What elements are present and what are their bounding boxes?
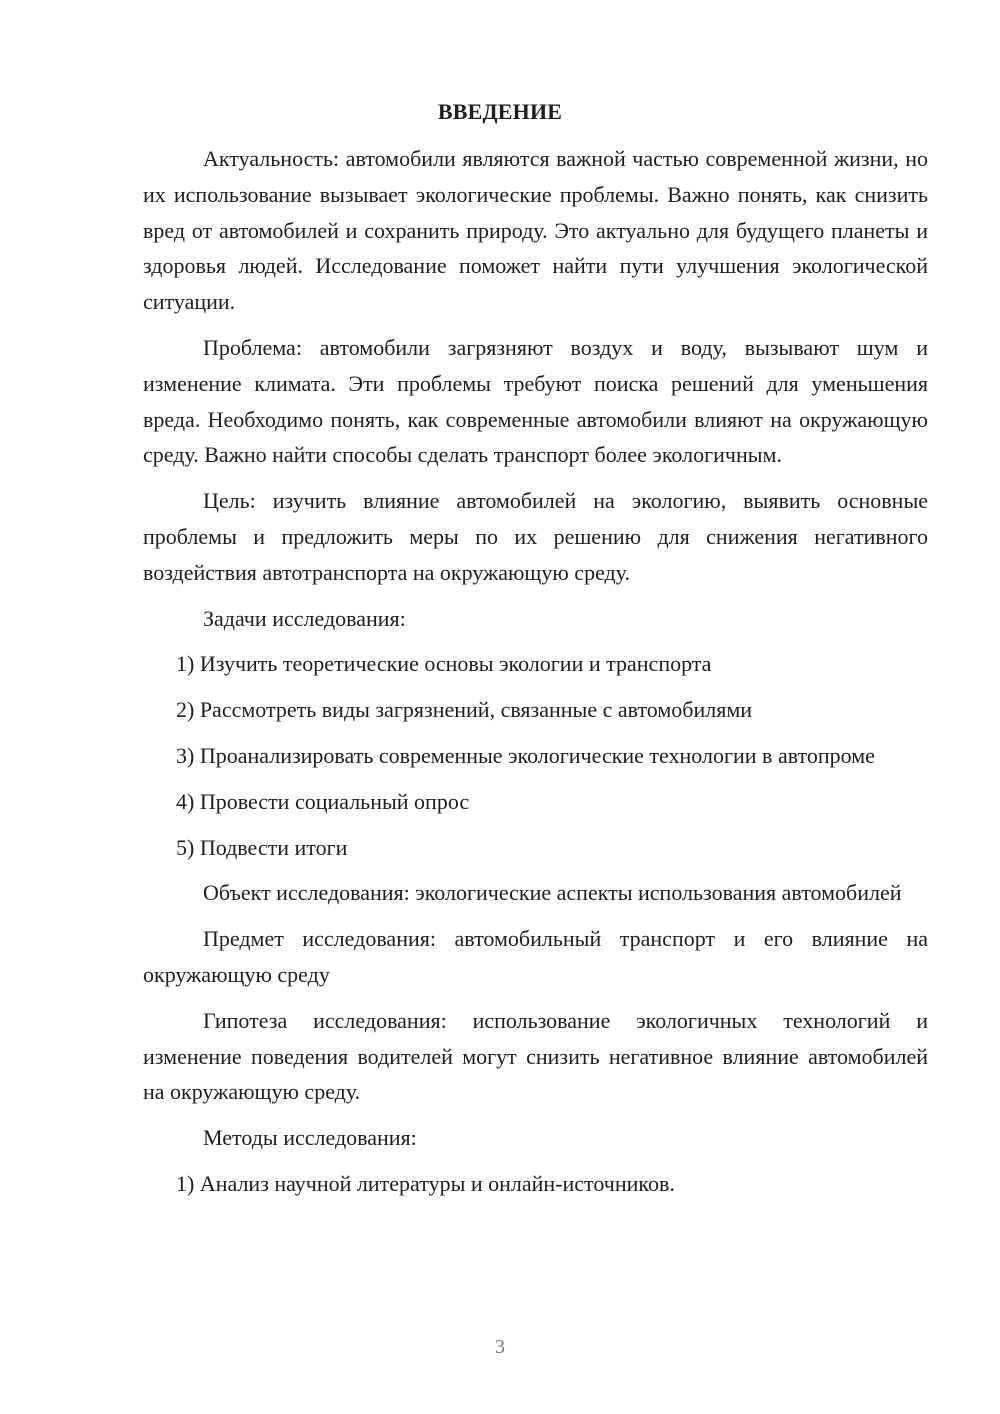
tasks-heading: Задачи исследования: [203,605,406,631]
paragraph-object: Объект исследования: экологические аспекты использования автомобилей [203,880,902,906]
document-body [143,141,928,1212]
list-item-task-4: 4) Провести социальный опрос [176,788,470,814]
paragraph-hypothesis: Гипотеза исследования: использование экологичных технологий и изменение поведения водителей могут снизить негативное влияние автомобилей на окружающую среду. [143,1007,928,1105]
list-item-task-3: 3) Проанализировать современные экологические технологии в автопроме [176,742,875,768]
paragraph-problem: Проблема: автомобили загрязняют воздух и воду, вызывают шум и изменение климата. Эти проблемы требуют поиска решений для уменьшения вреда. Необходимо понять, как современные автомобили влияют на окружающую среду. Важно найти способы сделать транспорт более экологичным. [143,334,928,468]
page-title: ВВЕДЕНИЕ [437,99,563,124]
list-item-method-1: 1) Анализ научной литературы и онлайн-источников. [176,1170,675,1196]
list-item-task-2: 2) Рассмотреть виды загрязнений, связанные с автомобилями [176,697,753,723]
paragraph-relevance: Актуальность: автомобили являются важной частью современной жизни, но их использование вызывает экологические проблемы. Важно понять, как снизить вред от автомобилей и сохранить природу. Это актуально для будущего планеты и здоровья людей. Исследование поможет найти пути улучшения экологической ситуации. [143,146,928,315]
list-item-task-1: 1) Изучить теоретические основы экологии и транспорта [176,651,712,677]
paragraph-subject: Предмет исследования: автомобильный транспорт и его влияние на окружающую среду [143,926,928,987]
paragraph-goal: Цель: изучить влияние автомобилей на экологию, выявить основные проблемы и предложить меры по их решению для снижения негативного воздействия автотранспорта на окружающую среду. [143,488,928,585]
page-number: 3 [495,1336,505,1358]
methods-heading: Методы исследования: [203,1125,417,1151]
list-item-task-5: 5) Подвести итоги [176,834,348,860]
